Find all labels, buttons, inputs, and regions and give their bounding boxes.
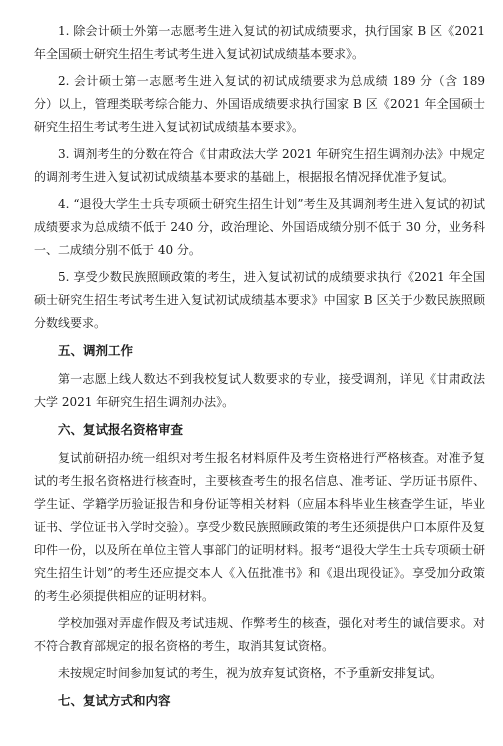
paragraph-adjustment: 第一志愿上线人数达不到我校复试人数要求的专业，接受调剂，详见《甘肃政法大学 2021 年研究生招生调剂办法》。 <box>34 372 485 409</box>
section-heading-qualification-review: 六、复试报名资格审查 <box>58 422 184 437</box>
paragraph-requirement-5: 5. 享受少数民族照顾政策的考生，进入复试初试的成绩要求执行《2021 年全国硕士研究生招生考试考生进入复试初试成绩基本要求》中国家 B 区关于少数民族照顾分数线要求。 <box>34 270 485 330</box>
paragraph-absence-rule: 未按规定时间参加复试的考生，视为放弃复试资格，不予重新安排复试。 <box>58 666 443 680</box>
paragraph-requirement-1: 1. 除会计硕士外第一志愿考生进入复试的初试成绩要求，执行国家 B 区《2021 年全国硕士研究生招生考试考生进入复试初试成绩基本要求》。 <box>34 24 485 61</box>
paragraph-requirement-2: 2. 会计硕士第一志愿考生进入复试的初试成绩要求为总成绩 189 分（含 189 分）以上，管理类联考综合能力、外国语成绩要求执行国家 B 区《2021 年全国硕士研究生招生考试考生进入复试初试成绩基本要求》。 <box>34 74 485 134</box>
paragraph-integrity-check: 学校加强对弄虚作假及考试违规、作弊考生的核查，强化对考生的诚信要求。对不符合教育部规定的报名资格的考生，取消其复试资格。 <box>34 616 485 653</box>
section-heading-retest-method: 七、复试方式和内容 <box>58 693 171 708</box>
paragraph-requirement-4: 4. “退役大学生士兵专项硕士研究生招生计划”考生及其调剂考生进入复试的初试成绩要求为总成绩不低于 240 分，政治理论、外国语成绩分别不低于 30 分，业务科一、二成绩分别不低于 40 分。 <box>34 197 485 257</box>
section-heading-adjustment: 五、调剂工作 <box>58 343 134 358</box>
paragraph-requirement-3: 3. 调剂考生的分数在符合《甘肃政法大学 2021 年研究生招生调剂办法》中规定的调剂考生进入复试初试成绩基本要求的基础上，根据报名情况择优准予复试。 <box>34 147 485 184</box>
paragraph-qualification-review: 复试前研招办统一组织对考生报名材料原件及考生资格进行严格核查。对准予复试的考生报名资格进行核查时，主要核查考生的报名信息、准考证、学历证书原件、学生证、学籍学历验证报告和身份证等相关材料（应届本科毕业生核查学生证，毕业证书、学位证书入学时交验）。享受少数民族照顾政策的考生还须提供户口本原件及复印件一份，以及所在单位主管人事部门的证明材料。报考“退役大学生士兵专项硕士研究生招生计划”的考生还应提交本人《入伍批准书》和《退出现役证》。享受加分政策的考生必须提供相应的证明材料。 <box>34 451 485 603</box>
